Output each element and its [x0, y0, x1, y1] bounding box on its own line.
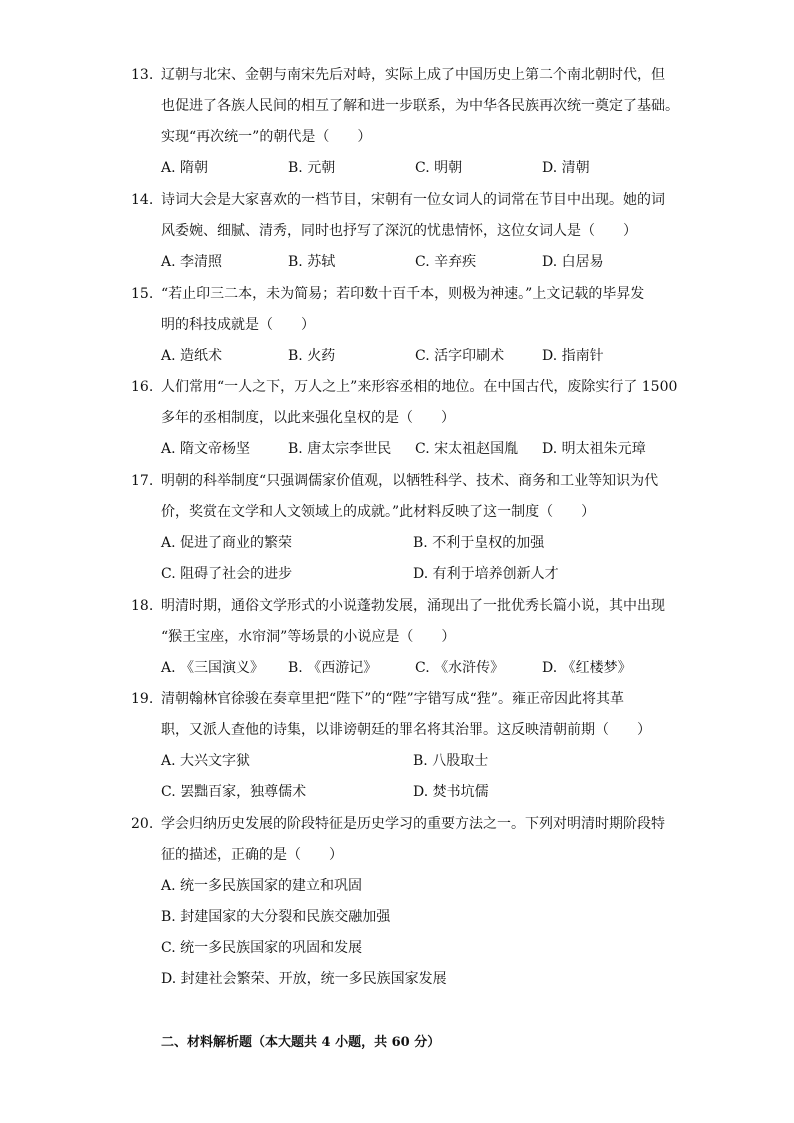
option-d: D. 焚书坑儒	[413, 784, 489, 800]
section-heading: 二、材料解析题（本大题共 4 小题，共 60 分）	[161, 1035, 441, 1050]
stem-line: “猴王宝座，水帘洞”等场景的小说应是（ ）	[161, 629, 456, 645]
stem-line: 征的描述，正确的是（ ）	[161, 847, 343, 863]
stem-line: 也促进了各族人民间的相互了解和进一步联系，为中华各民族再次统一奠定了基础。	[161, 98, 679, 114]
option-c: C. 宋太祖赵国胤	[415, 441, 519, 457]
options	[161, 341, 691, 372]
option-d: D. 有利于培养创新人才	[413, 566, 559, 582]
question-20	[131, 809, 691, 995]
option-b: B. 唐太宗李世民	[288, 441, 392, 457]
question-18	[131, 591, 691, 684]
options	[161, 153, 691, 184]
options	[161, 528, 691, 590]
option-b: B. 火药	[288, 348, 336, 364]
option-a: A. 《三国演义》	[161, 660, 265, 676]
option-b: B. 元朝	[288, 160, 336, 176]
option-b: B. 《西游记》	[288, 660, 378, 676]
question-16	[131, 372, 691, 465]
option-c: C. 辛弃疾	[415, 254, 477, 270]
stem-line: 诗词大会是大家喜欢的一档节目，宋朝有一位女词人的词常在节目中出现。她的词	[161, 192, 665, 208]
stem-line: 明的科技成就是（ ）	[161, 317, 315, 333]
option-a: A. 李清照	[161, 254, 223, 270]
option-c: C. 活字印刷术	[415, 348, 505, 364]
question-stem	[161, 684, 691, 746]
option-b: B. 封建国家的大分裂和民族交融加强	[161, 909, 391, 925]
question-17	[131, 466, 691, 590]
stem-line: 明清时期，通俗文学形式的小说蓬勃发展，涌现出了一批优秀长篇小说，其中出现	[161, 598, 665, 614]
question-number: 13.	[131, 67, 154, 83]
options	[161, 247, 691, 278]
question-stem	[161, 591, 691, 653]
option-a: A. 隋朝	[161, 160, 209, 176]
stem-line: 辽朝与北宋、金朝与南宋先后对峙，实际上成了中国历史上第二个南北朝时代，但	[161, 67, 665, 83]
question-number: 15.	[131, 286, 154, 302]
question-15	[131, 279, 691, 372]
option-c: C. 《水浒传》	[415, 660, 505, 676]
question-13	[131, 60, 691, 184]
option-c: C. 明朝	[415, 160, 463, 176]
stem-line: 明朝的科举制度“只强调儒家价值观，以牺牲科学、技术、商务和工业等知识为代	[161, 473, 659, 489]
question-19	[131, 684, 691, 808]
question-number: 14.	[131, 192, 154, 208]
question-stem	[161, 372, 691, 434]
option-d: D. 封建社会繁荣、开放，统一多民族国家发展	[161, 971, 447, 987]
option-c: C. 罢黜百家，独尊儒术	[161, 784, 307, 800]
option-b: B. 苏轼	[288, 254, 336, 270]
option-d: D. 指南针	[542, 348, 604, 364]
option-a: A. 促进了商业的繁荣	[161, 535, 293, 551]
option-a: A. 隋文帝杨坚	[161, 441, 251, 457]
question-stem	[161, 60, 691, 153]
option-b: B. 不利于皇权的加强	[413, 535, 545, 551]
option-a: A. 造纸术	[161, 348, 223, 364]
option-a: A. 统一多民族国家的建立和巩固	[161, 878, 363, 894]
option-d: D. 清朝	[542, 160, 590, 176]
question-number: 16.	[131, 379, 154, 395]
question-number: 18.	[131, 598, 154, 614]
option-b: B. 八股取士	[413, 753, 489, 769]
option-d: D. 明太祖朱元璋	[542, 441, 646, 457]
question-stem	[161, 809, 691, 871]
option-a: A. 大兴文字狱	[161, 753, 251, 769]
option-d: D. 白居易	[542, 254, 604, 270]
stem-line: 学会归纳历史发展的阶段特征是历史学习的重要方法之一。下列对明清时期阶段特	[161, 816, 665, 832]
stem-line: 人们常用“一人之下，万人之上”来形容丞相的地位。在中国古代，废除实行了 1500	[161, 379, 678, 395]
stem-line: 多年的丞相制度，以此来强化皇权的是（ ）	[161, 410, 455, 426]
question-number: 20.	[131, 816, 154, 832]
options	[161, 434, 691, 465]
stem-line: 价，奖赏在文学和人文领域上的成就。”此材料反映了这一制度（ ）	[161, 504, 596, 520]
question-number: 19.	[131, 691, 154, 707]
stem-line: 清朝翰林官徐骏在奏章里把“陛下”的“陛”字错写成“狴”。雍正帝因此将其革	[161, 691, 624, 707]
option-c: C. 统一多民族国家的巩固和发展	[161, 940, 363, 956]
question-stem	[161, 466, 691, 528]
options	[161, 653, 691, 684]
stem-line: 风委婉、细腻、清秀，同时也抒写了深沉的忧患情怀，这位女词人是（ ）	[161, 223, 637, 239]
stem-line: 职，又派人查他的诗集，以诽谤朝廷的罪名将其治罪。这反映清朝前期（ ）	[161, 722, 651, 738]
option-c: C. 阻碍了社会的进步	[161, 566, 293, 582]
options	[161, 871, 691, 995]
stem-line: “若止印三二本，未为简易；若印数十百千本，则极为神速。”上文记载的毕昇发	[161, 286, 645, 302]
question-14	[131, 185, 691, 278]
question-number: 17.	[131, 473, 154, 489]
question-stem	[161, 279, 691, 341]
options	[161, 746, 691, 808]
stem-line: 实现“再次统一”的朝代是（ ）	[161, 129, 372, 145]
option-d: D. 《红楼梦》	[542, 660, 632, 676]
question-stem	[161, 185, 691, 247]
